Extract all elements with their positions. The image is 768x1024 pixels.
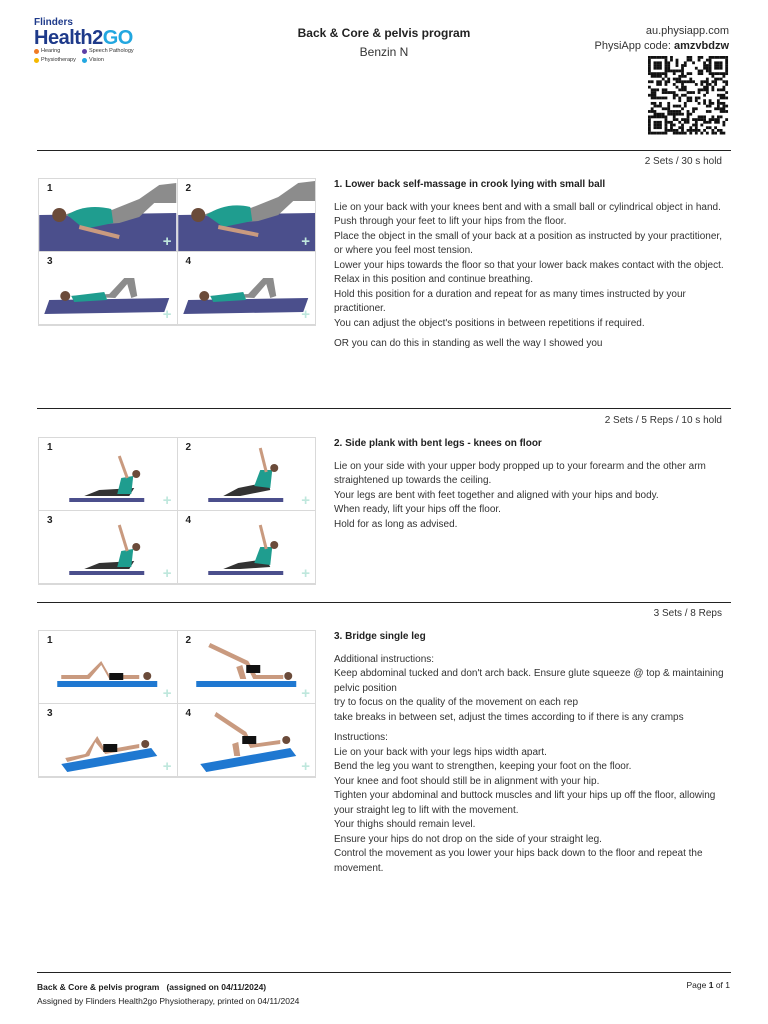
exercise-1-frame-3[interactable]: 3 +: [39, 252, 177, 324]
exercise-figure: [178, 704, 316, 776]
exercise-figure: [178, 179, 316, 251]
instruction-line: Push through your feet to lift your hips from the floor.: [334, 216, 567, 227]
footer-divider: [37, 972, 731, 973]
logo-line2: Health2GO: [34, 27, 133, 49]
instruction-line: Tighten your abdominal and buttock muscles and lift your hips up off the floor, allowing your straight leg to lift with the movement.: [334, 790, 716, 816]
exercise-2-title: 2. Side plank with bent legs - knees on floor: [334, 438, 542, 449]
page-number: Page 1 of 1: [686, 980, 730, 990]
exercise-1-frame-4[interactable]: 4 +: [178, 252, 316, 324]
exercise-figure: [178, 631, 316, 703]
physiapp-site-link[interactable]: au.physiapp.com: [645, 25, 729, 37]
exercise-figure: [39, 704, 177, 776]
exercise-figure: [178, 438, 316, 510]
exercise-1-title: 1. Lower back self-massage in crook lying with small ball: [334, 179, 606, 190]
instruction-line: Lie on your back with your knees bent and with a small ball or cylindrical object in hand.: [334, 201, 721, 213]
exercise-2-instructions: [334, 460, 728, 533]
instruction-line: Lie on your back with your legs hips width apart.: [334, 746, 547, 758]
exercise-1-instructions: [334, 201, 728, 332]
exercise-3-image-grid: [38, 630, 316, 778]
instruction-line: Your thighs should remain level.: [334, 819, 476, 830]
header-right: [594, 24, 729, 54]
exercise-figure: [39, 438, 177, 510]
exercise-1-note: [334, 337, 728, 352]
instruction-line: try to focus on the quality of the movement on each rep: [334, 697, 579, 708]
logo-service-hearing: Hearing: [34, 48, 60, 54]
instruction-line: Hold this position for a duration and repeat for as many times instructed by your practitioner.: [334, 288, 686, 314]
exercise-figure: [39, 631, 177, 703]
exercise-1-sets: 2 Sets / 30 s hold: [644, 156, 722, 167]
section-divider: [37, 408, 731, 409]
instruction-line: Keep abdominal tucked and don't arch back. Ensure glute squeeze @ top & maintaining pelvic position: [334, 668, 724, 694]
exercise-1-image-grid: [38, 178, 316, 326]
exercise-figure: [178, 511, 316, 583]
logo-service-speech: Speech Pathology: [82, 48, 134, 54]
instruction-line: Additional instructions:: [334, 653, 435, 665]
exercise-1-frame-2[interactable]: 2 +: [178, 179, 316, 251]
footer-program: Back & Core & pelvis program (assigned on 04/11/2024): [37, 982, 267, 992]
exercise-2-image-grid: [38, 437, 316, 585]
exercise-figure: [39, 252, 177, 324]
instruction-line: When ready, lift your hips off the floor.: [334, 504, 501, 515]
exercise-3-title: 3. Bridge single leg: [334, 631, 426, 642]
exercise-2-sets: 2 Sets / 5 Reps / 10 s hold: [604, 415, 722, 426]
instruction-line: Your knee and foot should still be in alignment with your hip.: [334, 775, 600, 787]
section-divider: [37, 602, 731, 603]
instruction-line: Bend the leg you want to strengthen, keeping your foot on the floor.: [334, 761, 632, 772]
exercise-2-frame-4[interactable]: 4 +: [178, 511, 316, 583]
instruction-line: Your legs are bent with feet together and aligned with your hips and body.: [334, 489, 659, 501]
instruction-line: Lower your hips towards the floor so that your lower back makes contact with the object.: [334, 259, 724, 271]
exercise-1-frame-1[interactable]: 1 +: [39, 179, 177, 251]
exercise-3-frame-2[interactable]: 2 +: [178, 631, 316, 703]
instruction-line: Instructions:: [334, 732, 388, 743]
exercise-figure: [39, 511, 177, 583]
instruction-line: Relax in this position and continue breathing.: [334, 274, 534, 285]
exercise-figure: [39, 179, 177, 251]
exercise-3-frame-1[interactable]: 1 +: [39, 631, 177, 703]
instruction-line: Ensure your hips do not drop on the side of your straight leg.: [334, 833, 602, 845]
exercise-figure: [178, 252, 316, 324]
footer-printed: Assigned by Flinders Health2go Physiotherapy, printed on 04/11/2024: [37, 996, 300, 1006]
exercise-3-sets: 3 Sets / 8 Reps: [653, 608, 722, 619]
instruction-line: Lie on your side with your upper body propped up to your forearm and the other arm straightened up towards the ceiling.: [334, 460, 706, 486]
instruction-line: You can adjust the object's positions in between repetitions if required.: [334, 317, 645, 329]
exercise-3-frame-4[interactable]: 4 +: [178, 704, 316, 776]
instruction-line: Place the object in the small of your back at a position as instructed by your practitioner, or where you feel most tension.: [334, 230, 722, 256]
logo-line1: Flinders: [34, 17, 73, 28]
exercise-3-text: [334, 630, 728, 882]
logo-service-vision: Vision: [82, 57, 104, 63]
instruction-line: Control the movement as you lower your hips back down to the floor and repeat the movement.: [334, 848, 703, 874]
instruction-line: take breaks in between set, adjust the times according to if there is any cramps: [334, 711, 684, 723]
exercise-2-frame-3[interactable]: 3 +: [39, 511, 177, 583]
instruction-line: Hold for as long as advised.: [334, 518, 458, 530]
exercise-3-additional-instructions: [334, 653, 728, 726]
physiapp-code: PhysiApp code: amzvbdzw: [594, 40, 729, 52]
section-divider: [37, 150, 731, 151]
exercise-3-instructions: [334, 731, 728, 876]
exercise-1-text: [334, 178, 728, 358]
exercise-2-frame-1[interactable]: 1 +: [39, 438, 177, 510]
qr-code-icon[interactable]: [646, 56, 730, 136]
exercise-2-frame-2[interactable]: 2 +: [178, 438, 316, 510]
patient-name: Benzin N: [359, 45, 409, 59]
exercise-3-frame-3[interactable]: 3 +: [39, 704, 177, 776]
instruction-line: OR you can do this in standing as well the way I showed you: [334, 338, 603, 349]
exercise-2-text: [334, 437, 728, 538]
program-title: Back & Core & pelvis program: [297, 26, 471, 40]
footer-left: [37, 980, 299, 1008]
logo-service-physio: Physiotherapy: [34, 57, 76, 63]
